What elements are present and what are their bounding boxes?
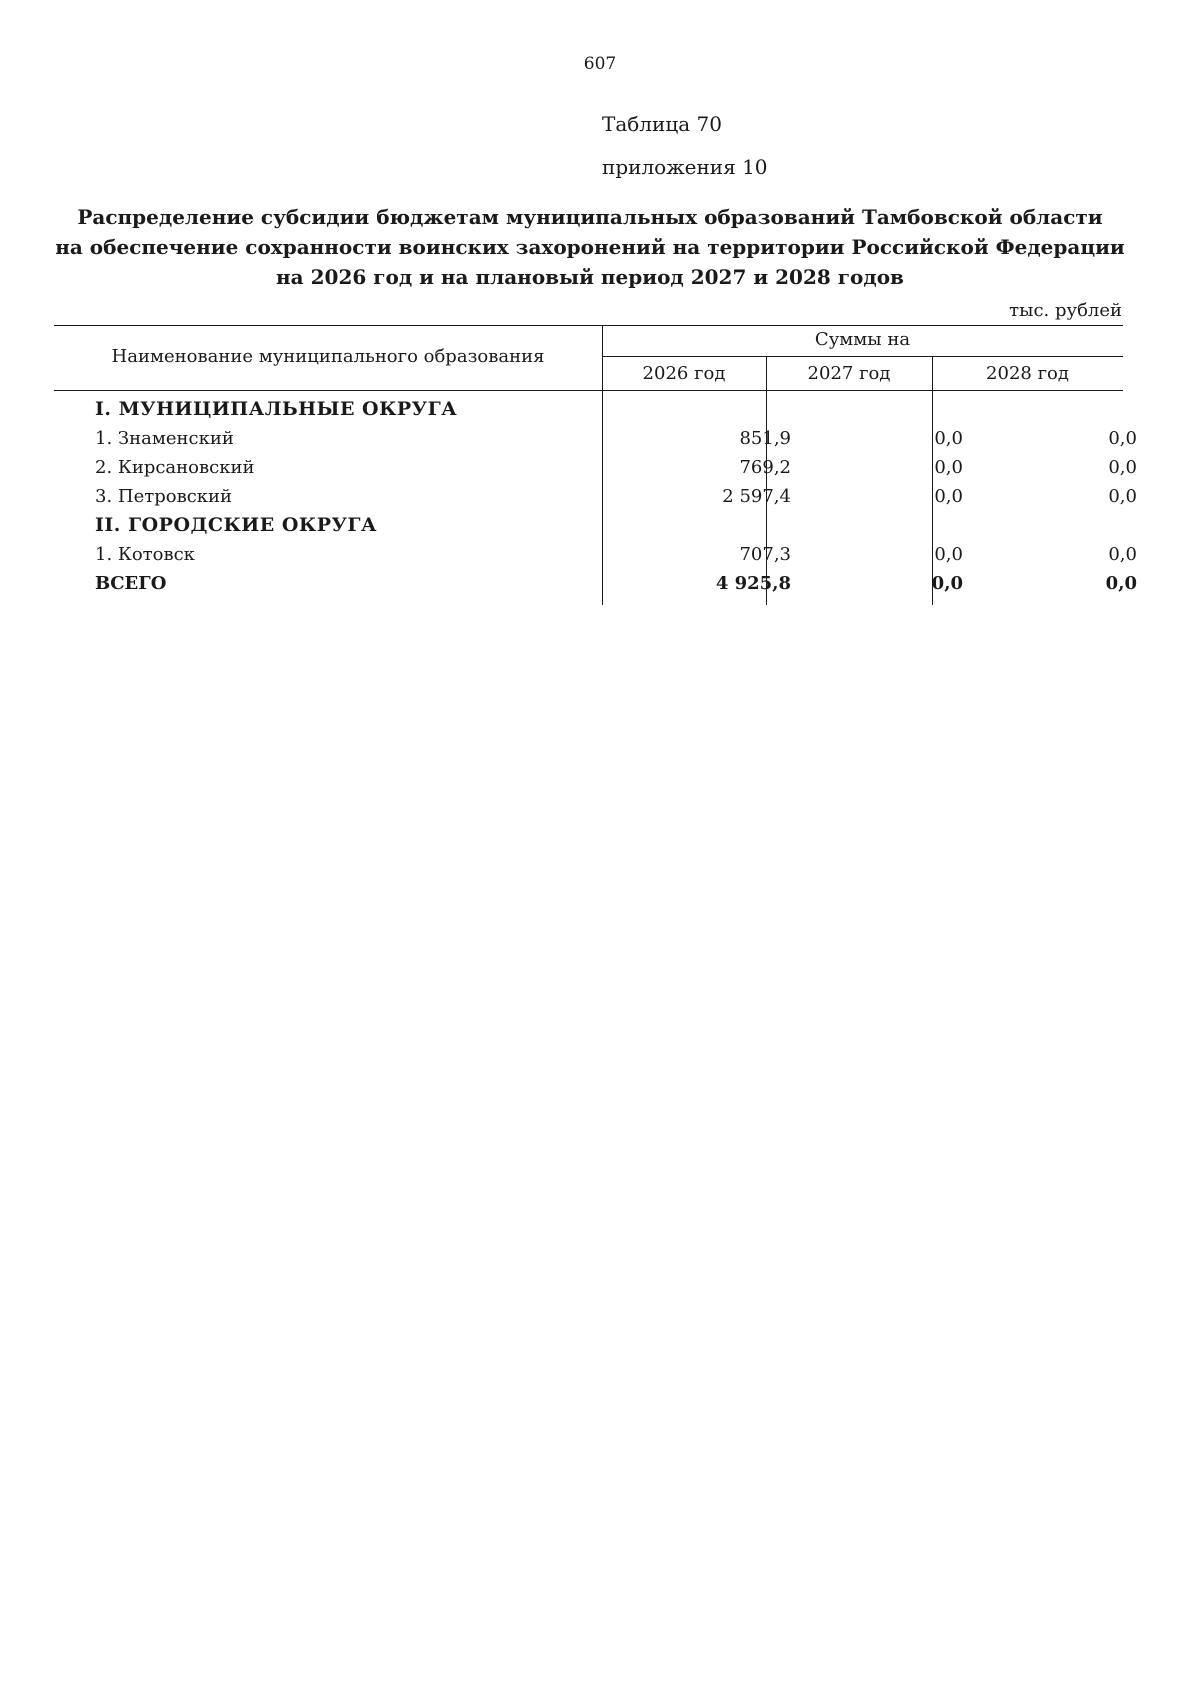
title-line-1: Распределение субсидии бюджетам муниципальных образований Тамбовской области: [77, 205, 1103, 229]
value-2026: 707,3: [739, 544, 791, 565]
value-2028: 0,0: [1108, 428, 1137, 449]
sums-group-rule: [602, 356, 1123, 357]
table-label-text: Таблица 70: [602, 112, 722, 136]
row-name: ВСЕГО: [95, 573, 167, 594]
header-sums-group: Суммы на: [814, 329, 911, 350]
value-2028: 0,0: [1108, 457, 1137, 478]
row-name: I. МУНИЦИПАЛЬНЫЕ ОКРУГА: [95, 398, 458, 420]
header-bottom-rule: [54, 390, 1123, 391]
row-name: 2. Кирсановский: [95, 457, 255, 478]
header-year-2028: 2028 год: [986, 363, 1069, 384]
value-2027: 0,0: [934, 544, 963, 565]
value-2026: 4 925,8: [715, 573, 791, 594]
row-name: 3. Петровский: [95, 486, 233, 507]
value-2027: 0,0: [931, 573, 963, 594]
title-line-3: на 2026 год и на плановый период 2027 и 2028 годов: [276, 265, 904, 289]
table-row: [54, 482, 1137, 511]
value-2027: 0,0: [934, 457, 963, 478]
value-2026: 2 597,4: [722, 486, 791, 507]
annex-label-text: приложения 10: [602, 155, 768, 179]
page-number: 607: [583, 54, 617, 74]
table-row: [54, 540, 1137, 569]
subsidy-table: [54, 325, 1137, 605]
table-row: [54, 511, 1123, 540]
value-2027: 0,0: [934, 428, 963, 449]
value-2028: 0,0: [1108, 544, 1137, 565]
header-year-2027: 2027 год: [807, 363, 891, 384]
header-name-column: Наименование муниципального образования: [111, 346, 545, 367]
value-2028: 0,0: [1105, 573, 1137, 594]
units-label: тыс. рублей: [1009, 300, 1122, 321]
header-year-2026: 2026 год: [642, 363, 726, 384]
document-title: [40, 202, 1140, 292]
table-row-total: [54, 569, 1137, 598]
value-2028: 0,0: [1108, 486, 1137, 507]
title-line-2: на обеспечение сохранности воинских захоронений на территории Российской Федерации: [55, 235, 1125, 259]
table-row: [54, 453, 1137, 482]
value-2026: 851,9: [739, 428, 791, 449]
table-top-rule: [54, 325, 1123, 326]
row-name: 1. Котовск: [95, 544, 195, 565]
value-2026: 769,2: [739, 457, 791, 478]
row-name: II. ГОРОДСКИЕ ОКРУГА: [95, 514, 377, 536]
value-2027: 0,0: [934, 486, 963, 507]
table-row: [54, 424, 1137, 453]
row-name: 1. Знаменский: [95, 428, 234, 449]
table-row: [54, 395, 1123, 424]
